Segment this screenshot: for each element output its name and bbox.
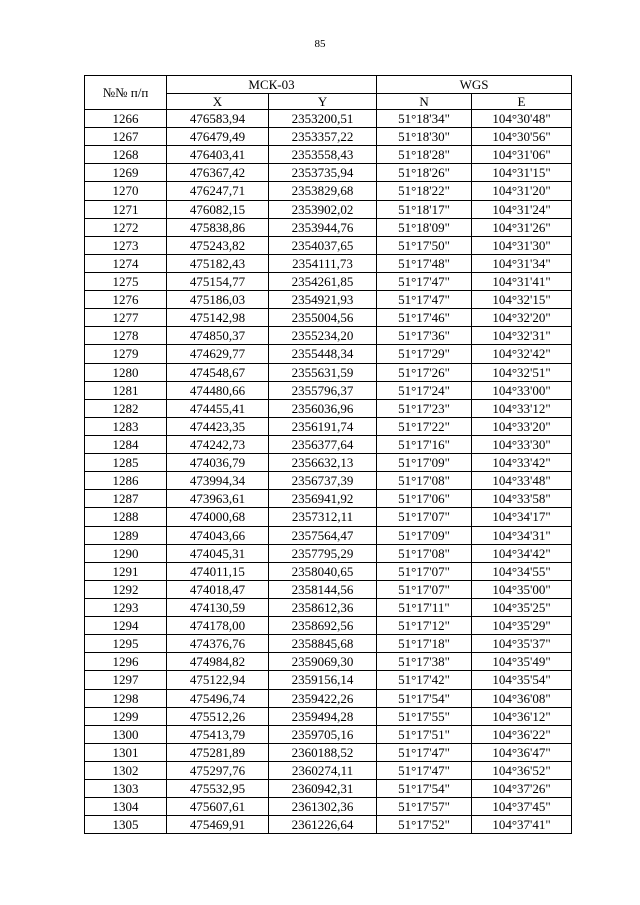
- longitude-cell: 104°34'42": [472, 544, 572, 562]
- point-number-cell: 1294: [85, 617, 167, 635]
- y-coordinate-cell: 2355796,37: [269, 381, 377, 399]
- x-coordinate-cell: 476403,41: [167, 146, 269, 164]
- latitude-cell: 51°18'17": [377, 200, 472, 218]
- longitude-cell: 104°35'37": [472, 635, 572, 653]
- latitude-cell: 51°18'34": [377, 110, 472, 128]
- x-coordinate-cell: 475838,86: [167, 218, 269, 236]
- longitude-cell: 104°31'20": [472, 182, 572, 200]
- longitude-cell: 104°35'49": [472, 653, 572, 671]
- latitude-cell: 51°17'55": [377, 707, 472, 725]
- longitude-cell: 104°32'51": [472, 363, 572, 381]
- x-coordinate-cell: 476082,15: [167, 200, 269, 218]
- y-coordinate-cell: 2360188,52: [269, 743, 377, 761]
- latitude-cell: 51°17'47": [377, 291, 472, 309]
- y-coordinate-cell: 2354037,65: [269, 236, 377, 254]
- latitude-cell: 51°17'08": [377, 544, 472, 562]
- x-coordinate-cell: 474548,67: [167, 363, 269, 381]
- point-number-cell: 1291: [85, 562, 167, 580]
- table-body: [85, 110, 572, 834]
- y-coordinate-cell: 2358692,56: [269, 617, 377, 635]
- point-number-cell: 1268: [85, 146, 167, 164]
- latitude-cell: 51°17'07": [377, 562, 472, 580]
- point-number-cell: 1271: [85, 200, 167, 218]
- point-number-cell: 1283: [85, 417, 167, 435]
- y-coordinate-cell: 2361302,36: [269, 798, 377, 816]
- header-x: X: [167, 94, 269, 110]
- table-row: [85, 146, 572, 164]
- x-coordinate-cell: 475281,89: [167, 743, 269, 761]
- latitude-cell: 51°17'48": [377, 254, 472, 272]
- table-row: [85, 580, 572, 598]
- x-coordinate-cell: 474455,41: [167, 399, 269, 417]
- y-coordinate-cell: 2353558,43: [269, 146, 377, 164]
- longitude-cell: 104°37'41": [472, 816, 572, 834]
- x-coordinate-cell: 475469,91: [167, 816, 269, 834]
- latitude-cell: 51°17'26": [377, 363, 472, 381]
- x-coordinate-cell: 474850,37: [167, 327, 269, 345]
- latitude-cell: 51°17'47": [377, 761, 472, 779]
- table-row: [85, 236, 572, 254]
- y-coordinate-cell: 2357795,29: [269, 544, 377, 562]
- latitude-cell: 51°17'51": [377, 725, 472, 743]
- point-number-cell: 1290: [85, 544, 167, 562]
- header-y: Y: [269, 94, 377, 110]
- table-row: [85, 345, 572, 363]
- y-coordinate-cell: 2354111,73: [269, 254, 377, 272]
- x-coordinate-cell: 475186,03: [167, 291, 269, 309]
- point-number-cell: 1301: [85, 743, 167, 761]
- latitude-cell: 51°17'54": [377, 780, 472, 798]
- y-coordinate-cell: 2359156,14: [269, 671, 377, 689]
- x-coordinate-cell: 474242,73: [167, 435, 269, 453]
- longitude-cell: 104°34'17": [472, 508, 572, 526]
- point-number-cell: 1273: [85, 236, 167, 254]
- y-coordinate-cell: 2356036,96: [269, 399, 377, 417]
- y-coordinate-cell: 2360274,11: [269, 761, 377, 779]
- longitude-cell: 104°36'22": [472, 725, 572, 743]
- latitude-cell: 51°17'47": [377, 743, 472, 761]
- longitude-cell: 104°33'20": [472, 417, 572, 435]
- x-coordinate-cell: 476479,49: [167, 128, 269, 146]
- longitude-cell: 104°33'00": [472, 381, 572, 399]
- table-row: [85, 598, 572, 616]
- point-number-cell: 1275: [85, 272, 167, 290]
- longitude-cell: 104°33'42": [472, 454, 572, 472]
- y-coordinate-cell: 2354921,93: [269, 291, 377, 309]
- x-coordinate-cell: 475532,95: [167, 780, 269, 798]
- longitude-cell: 104°31'06": [472, 146, 572, 164]
- x-coordinate-cell: 475142,98: [167, 309, 269, 327]
- latitude-cell: 51°18'26": [377, 164, 472, 182]
- latitude-cell: 51°17'23": [377, 399, 472, 417]
- point-number-cell: 1280: [85, 363, 167, 381]
- point-number-cell: 1285: [85, 454, 167, 472]
- y-coordinate-cell: 2355448,34: [269, 345, 377, 363]
- table-row: [85, 110, 572, 128]
- y-coordinate-cell: 2355234,20: [269, 327, 377, 345]
- table-row: [85, 653, 572, 671]
- table-row: [85, 743, 572, 761]
- y-coordinate-cell: 2353902,02: [269, 200, 377, 218]
- table-row: [85, 327, 572, 345]
- longitude-cell: 104°34'55": [472, 562, 572, 580]
- y-coordinate-cell: 2355004,56: [269, 309, 377, 327]
- latitude-cell: 51°17'08": [377, 472, 472, 490]
- longitude-cell: 104°30'56": [472, 128, 572, 146]
- table-row: [85, 526, 572, 544]
- latitude-cell: 51°18'09": [377, 218, 472, 236]
- longitude-cell: 104°31'41": [472, 272, 572, 290]
- table-row: [85, 200, 572, 218]
- y-coordinate-cell: 2357312,11: [269, 508, 377, 526]
- y-coordinate-cell: 2356632,13: [269, 454, 377, 472]
- y-coordinate-cell: 2357564,47: [269, 526, 377, 544]
- latitude-cell: 51°17'36": [377, 327, 472, 345]
- longitude-cell: 104°31'26": [472, 218, 572, 236]
- table-row: [85, 562, 572, 580]
- point-number-cell: 1286: [85, 472, 167, 490]
- x-coordinate-cell: 475496,74: [167, 689, 269, 707]
- point-number-cell: 1269: [85, 164, 167, 182]
- point-number-cell: 1284: [85, 435, 167, 453]
- latitude-cell: 51°17'12": [377, 617, 472, 635]
- x-coordinate-cell: 475512,26: [167, 707, 269, 725]
- table-row: [85, 309, 572, 327]
- point-number-cell: 1266: [85, 110, 167, 128]
- y-coordinate-cell: 2359705,16: [269, 725, 377, 743]
- table-row: [85, 780, 572, 798]
- longitude-cell: 104°35'00": [472, 580, 572, 598]
- x-coordinate-cell: 474043,66: [167, 526, 269, 544]
- point-number-cell: 1276: [85, 291, 167, 309]
- latitude-cell: 51°18'22": [377, 182, 472, 200]
- longitude-cell: 104°33'48": [472, 472, 572, 490]
- y-coordinate-cell: 2359422,26: [269, 689, 377, 707]
- table-row: [85, 417, 572, 435]
- x-coordinate-cell: 476583,94: [167, 110, 269, 128]
- table-row: [85, 635, 572, 653]
- y-coordinate-cell: 2353829,68: [269, 182, 377, 200]
- latitude-cell: 51°17'07": [377, 580, 472, 598]
- longitude-cell: 104°36'52": [472, 761, 572, 779]
- table-row: [85, 761, 572, 779]
- point-number-cell: 1281: [85, 381, 167, 399]
- table-row: [85, 707, 572, 725]
- point-number-cell: 1293: [85, 598, 167, 616]
- longitude-cell: 104°34'31": [472, 526, 572, 544]
- page-number: 85: [314, 38, 326, 50]
- point-number-cell: 1278: [85, 327, 167, 345]
- x-coordinate-cell: 476367,42: [167, 164, 269, 182]
- x-coordinate-cell: 475154,77: [167, 272, 269, 290]
- y-coordinate-cell: 2354261,85: [269, 272, 377, 290]
- table-row: [85, 254, 572, 272]
- x-coordinate-cell: 475413,79: [167, 725, 269, 743]
- table-row: [85, 454, 572, 472]
- x-coordinate-cell: 474423,35: [167, 417, 269, 435]
- x-coordinate-cell: 476247,71: [167, 182, 269, 200]
- longitude-cell: 104°37'26": [472, 780, 572, 798]
- table-row: [85, 381, 572, 399]
- longitude-cell: 104°32'15": [472, 291, 572, 309]
- x-coordinate-cell: 474018,47: [167, 580, 269, 598]
- x-coordinate-cell: 475243,82: [167, 236, 269, 254]
- longitude-cell: 104°35'25": [472, 598, 572, 616]
- latitude-cell: 51°17'09": [377, 454, 472, 472]
- coordinates-table: [84, 75, 572, 834]
- y-coordinate-cell: 2353944,76: [269, 218, 377, 236]
- latitude-cell: 51°17'50": [377, 236, 472, 254]
- x-coordinate-cell: 474036,79: [167, 454, 269, 472]
- longitude-cell: 104°30'48": [472, 110, 572, 128]
- y-coordinate-cell: 2356191,74: [269, 417, 377, 435]
- header-wgs-group: WGS: [377, 76, 572, 94]
- x-coordinate-cell: 475122,94: [167, 671, 269, 689]
- table-row: [85, 399, 572, 417]
- latitude-cell: 51°17'11": [377, 598, 472, 616]
- point-number-cell: 1292: [85, 580, 167, 598]
- longitude-cell: 104°33'12": [472, 399, 572, 417]
- latitude-cell: 51°17'24": [377, 381, 472, 399]
- table-row: [85, 128, 572, 146]
- y-coordinate-cell: 2355631,59: [269, 363, 377, 381]
- longitude-cell: 104°31'15": [472, 164, 572, 182]
- table-row: [85, 671, 572, 689]
- longitude-cell: 104°31'24": [472, 200, 572, 218]
- latitude-cell: 51°17'07": [377, 508, 472, 526]
- y-coordinate-cell: 2359069,30: [269, 653, 377, 671]
- y-coordinate-cell: 2356377,64: [269, 435, 377, 453]
- y-coordinate-cell: 2356941,92: [269, 490, 377, 508]
- latitude-cell: 51°18'28": [377, 146, 472, 164]
- x-coordinate-cell: 475297,76: [167, 761, 269, 779]
- y-coordinate-cell: 2353735,94: [269, 164, 377, 182]
- longitude-cell: 104°32'42": [472, 345, 572, 363]
- longitude-cell: 104°33'58": [472, 490, 572, 508]
- latitude-cell: 51°17'54": [377, 689, 472, 707]
- point-number-cell: 1279: [85, 345, 167, 363]
- header-row-number: №№ п/п: [85, 76, 167, 110]
- x-coordinate-cell: 475607,61: [167, 798, 269, 816]
- point-number-cell: 1303: [85, 780, 167, 798]
- point-number-cell: 1277: [85, 309, 167, 327]
- x-coordinate-cell: 474000,68: [167, 508, 269, 526]
- x-coordinate-cell: 475182,43: [167, 254, 269, 272]
- point-number-cell: 1274: [85, 254, 167, 272]
- table-row: [85, 689, 572, 707]
- point-number-cell: 1305: [85, 816, 167, 834]
- longitude-cell: 104°37'45": [472, 798, 572, 816]
- x-coordinate-cell: 474178,00: [167, 617, 269, 635]
- point-number-cell: 1282: [85, 399, 167, 417]
- table-row: [85, 725, 572, 743]
- x-coordinate-cell: 474130,59: [167, 598, 269, 616]
- table-row: [85, 617, 572, 635]
- x-coordinate-cell: 473994,34: [167, 472, 269, 490]
- point-number-cell: 1298: [85, 689, 167, 707]
- header-n: N: [377, 94, 472, 110]
- x-coordinate-cell: 474984,82: [167, 653, 269, 671]
- table-row: [85, 164, 572, 182]
- longitude-cell: 104°31'34": [472, 254, 572, 272]
- table-row: [85, 490, 572, 508]
- x-coordinate-cell: 474011,15: [167, 562, 269, 580]
- latitude-cell: 51°17'46": [377, 309, 472, 327]
- point-number-cell: 1300: [85, 725, 167, 743]
- longitude-cell: 104°35'29": [472, 617, 572, 635]
- latitude-cell: 51°17'42": [377, 671, 472, 689]
- longitude-cell: 104°35'54": [472, 671, 572, 689]
- point-number-cell: 1295: [85, 635, 167, 653]
- longitude-cell: 104°36'12": [472, 707, 572, 725]
- latitude-cell: 51°17'18": [377, 635, 472, 653]
- table-row: [85, 435, 572, 453]
- point-number-cell: 1272: [85, 218, 167, 236]
- table-header: [85, 76, 572, 110]
- y-coordinate-cell: 2358612,36: [269, 598, 377, 616]
- y-coordinate-cell: 2361226,64: [269, 816, 377, 834]
- point-number-cell: 1296: [85, 653, 167, 671]
- point-number-cell: 1287: [85, 490, 167, 508]
- point-number-cell: 1267: [85, 128, 167, 146]
- y-coordinate-cell: 2358144,56: [269, 580, 377, 598]
- table-row: [85, 291, 572, 309]
- y-coordinate-cell: 2353357,22: [269, 128, 377, 146]
- x-coordinate-cell: 474629,77: [167, 345, 269, 363]
- table-row: [85, 472, 572, 490]
- y-coordinate-cell: 2358040,65: [269, 562, 377, 580]
- latitude-cell: 51°17'22": [377, 417, 472, 435]
- latitude-cell: 51°17'38": [377, 653, 472, 671]
- table-row: [85, 218, 572, 236]
- longitude-cell: 104°33'30": [472, 435, 572, 453]
- x-coordinate-cell: 474480,66: [167, 381, 269, 399]
- longitude-cell: 104°32'20": [472, 309, 572, 327]
- point-number-cell: 1297: [85, 671, 167, 689]
- latitude-cell: 51°17'57": [377, 798, 472, 816]
- latitude-cell: 51°17'29": [377, 345, 472, 363]
- y-coordinate-cell: 2360942,31: [269, 780, 377, 798]
- longitude-cell: 104°32'31": [472, 327, 572, 345]
- x-coordinate-cell: 473963,61: [167, 490, 269, 508]
- point-number-cell: 1270: [85, 182, 167, 200]
- x-coordinate-cell: 474376,76: [167, 635, 269, 653]
- table-row: [85, 363, 572, 381]
- point-number-cell: 1299: [85, 707, 167, 725]
- table-row: [85, 182, 572, 200]
- point-number-cell: 1288: [85, 508, 167, 526]
- point-number-cell: 1289: [85, 526, 167, 544]
- latitude-cell: 51°17'52": [377, 816, 472, 834]
- latitude-cell: 51°17'16": [377, 435, 472, 453]
- table-row: [85, 816, 572, 834]
- table-row: [85, 508, 572, 526]
- table-row: [85, 544, 572, 562]
- table-row: [85, 798, 572, 816]
- y-coordinate-cell: 2358845,68: [269, 635, 377, 653]
- latitude-cell: 51°17'47": [377, 272, 472, 290]
- x-coordinate-cell: 474045,31: [167, 544, 269, 562]
- longitude-cell: 104°31'30": [472, 236, 572, 254]
- latitude-cell: 51°17'06": [377, 490, 472, 508]
- longitude-cell: 104°36'47": [472, 743, 572, 761]
- header-msk03-group: МСК-03: [167, 76, 377, 94]
- latitude-cell: 51°17'09": [377, 526, 472, 544]
- header-e: E: [472, 94, 572, 110]
- latitude-cell: 51°18'30": [377, 128, 472, 146]
- y-coordinate-cell: 2359494,28: [269, 707, 377, 725]
- point-number-cell: 1302: [85, 761, 167, 779]
- y-coordinate-cell: 2353200,51: [269, 110, 377, 128]
- longitude-cell: 104°36'08": [472, 689, 572, 707]
- table-row: [85, 272, 572, 290]
- y-coordinate-cell: 2356737,39: [269, 472, 377, 490]
- point-number-cell: 1304: [85, 798, 167, 816]
